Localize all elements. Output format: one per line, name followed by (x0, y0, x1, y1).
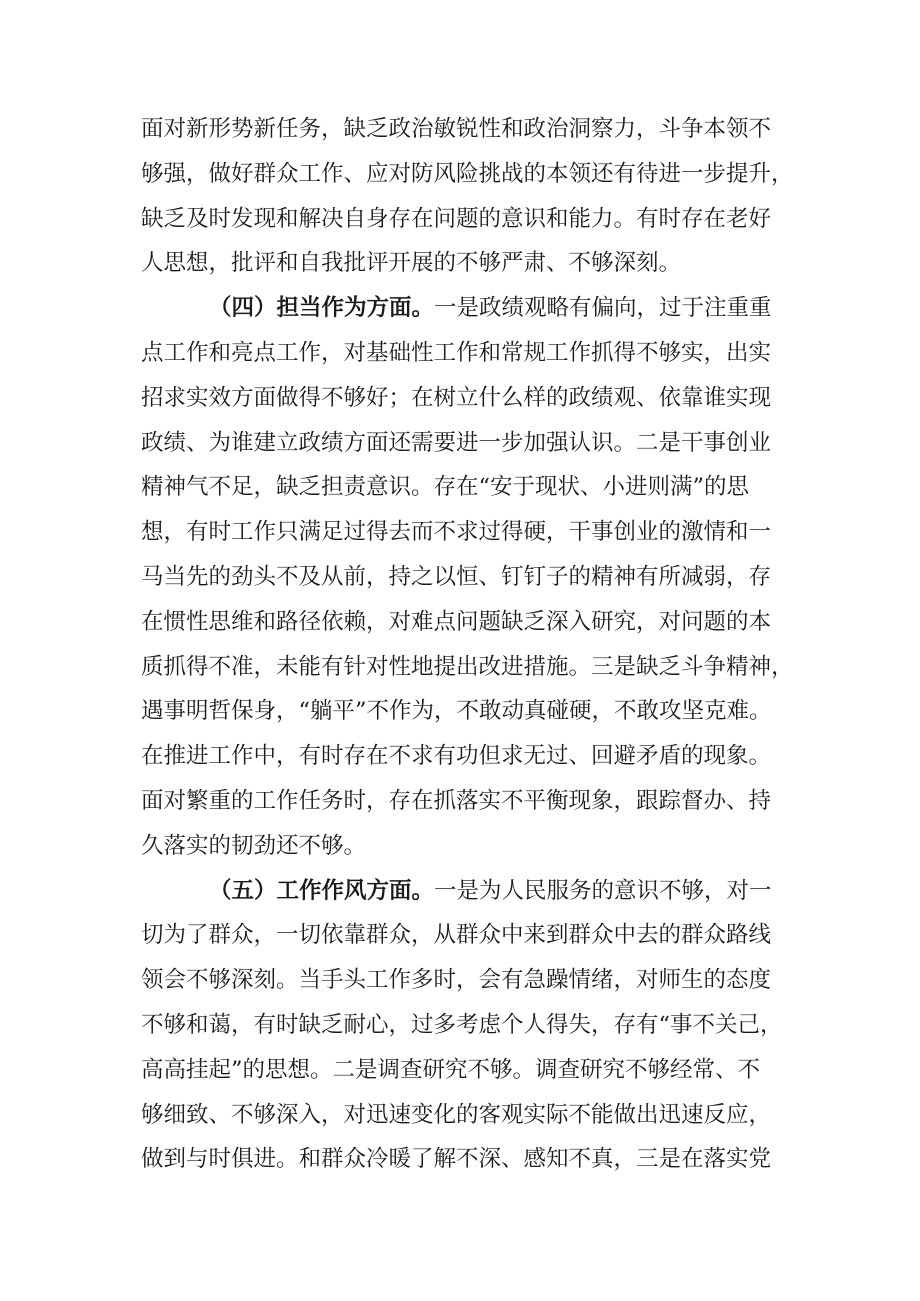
text-line: 领会不够深刻。当手头工作多时，会有急躁情绪，对师生的态度 (141, 967, 772, 994)
text-line: 够细致、不够深入，对迅速变化的客观实际不能做出迅速反应， (141, 1101, 772, 1128)
intro-paragraph (141, 107, 794, 286)
text-line: 人思想，批评和自我批评开展的不够严肃、不够深刻。 (141, 250, 682, 277)
text-line: 做到与时俱进。和群众冷暖了解不深、感知不真，三是在落实党 (141, 1146, 772, 1173)
section-four-first-line (141, 286, 791, 331)
text-line: 点工作和亮点工作，对基础性工作和常规工作抓得不够实，出实 (141, 339, 772, 366)
text-line: 在推进工作中，有时存在不求有功但求无过、回避矛盾的现象。 (141, 743, 772, 770)
section-four-first-text: 一是政绩观略有偏向，过于注重重 (434, 295, 772, 322)
text-line: 招求实效方面做得不够好；在树立什么样的政绩观、依靠谁实现 (141, 384, 772, 411)
text-line: 马当先的劲头不及从前，持之以恒、钉钉子的精神有所减弱，存 (141, 563, 772, 590)
text-line: 在惯性思维和路径依赖，对难点问题缺乏深入研究，对问题的本 (141, 608, 772, 635)
text-line: 切为了群众，一切依靠群众，从群众中来到群众中去的群众路线 (141, 922, 772, 949)
text-line: 不够和蔼，有时缺乏耐心，过多考虑个人得失，存有“事不关己， (141, 1011, 783, 1038)
section-five-first-text: 一是为人民服务的意识不够，对一 (434, 877, 772, 904)
text-line: 面对新形势新任务，缺乏政治敏锐性和政治洞察力，斗争本领不 (141, 116, 772, 142)
text-line: 久落实的韧劲还不够。 (141, 832, 367, 859)
text-line: 精神气不足，缺乏担责意识。存在“安于现状、小进则满”的思 (141, 474, 750, 501)
text-line: 缺乏及时发现和解决自身存在问题的意识和能力。有时存在老好 (141, 205, 772, 232)
text-line: 想，有时工作只满足过得去而不求过得硬，干事创业的激情和一 (141, 519, 772, 546)
section-five-paragraph (141, 869, 791, 1183)
section-five-first-line (141, 869, 791, 914)
text-line: 遇事明哲保身，“躺平”不作为，不敢动真碰硬，不敢攻坚克难。 (141, 698, 772, 725)
text-line: 质抓得不准，未能有针对性地提出改进措施。三是缺乏斗争精神， (141, 653, 794, 680)
text-line: 面对繁重的工作任务时，存在抓落实不平衡现象，跟踪督办、持 (141, 787, 772, 814)
section-four-heading: （四）担当作为方面。 (209, 295, 435, 322)
document-body (141, 107, 794, 1182)
text-line: 高高挂起”的思想。二是调查研究不够。调查研究不够经常、不 (141, 1056, 761, 1083)
text-line: 够强，做好群众工作、应对防风险挑战的本领还有待进一步提升， (141, 160, 794, 187)
text-line: 政绩、为谁建立政绩方面还需要进一步加强认识。二是干事创业 (141, 429, 772, 456)
section-five-heading: （五）工作作风方面。 (209, 877, 435, 904)
section-four-paragraph (141, 286, 794, 868)
